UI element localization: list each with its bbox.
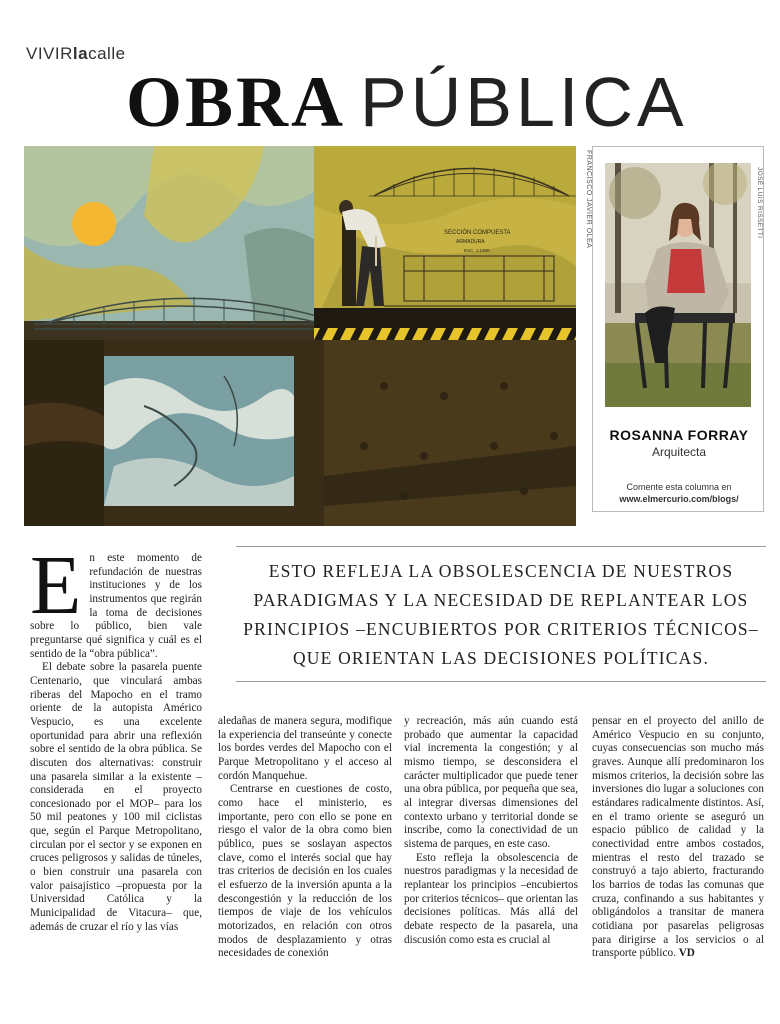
illustration xyxy=(24,146,576,526)
headline-word-2: PÚBLICA xyxy=(360,63,688,141)
column-3 xyxy=(404,715,578,947)
comment-note xyxy=(593,481,765,505)
column-1 xyxy=(30,539,202,934)
section-tag-part2: la xyxy=(72,44,89,63)
headline xyxy=(126,62,688,142)
sun-icon xyxy=(72,202,116,246)
paragraph-1: n este momento de refundación de nuestras instituciones y de los instrumentos que regirán la toma de decisiones sobre lo público, bien vale preguntarse qué significa y cuál es el sentido de la “obra pública”. xyxy=(30,552,202,660)
column-4 xyxy=(592,715,764,961)
author-name: ROSANNA FORRAY xyxy=(609,427,749,443)
paragraph-6: Esto refleja la obsolescencia de nuestros paradigmas y la necesidad de replantear los principios –encubiertos por criterios técnicos– que orientan las decisiones políticas. Más allá del debate respecto de la pasarela, una discusión como esta es crucial al xyxy=(404,851,578,946)
photo-credit: JOSÉ LUIS RISSETTI xyxy=(756,167,763,239)
comment-note-text: Comente esta columna en xyxy=(626,482,732,492)
paragraph-3: aledañas de manera segura, modifique la experiencia del transeúnte y conecte los bordes verdes del Mapocho con el Parque Metropolitano y el acceso al cordón Manquehue. xyxy=(218,715,392,782)
blog-link[interactable]: www.elmercurio.com/blogs/ xyxy=(619,494,739,504)
paragraph-7: pensar en el proyecto del anillo de Américo Vespucio en su conjunto, cuyas consecuencias son mucho más graves. Aunque allí predominaron los mismos criterios, la decisión sobre las inversiones dio lugar a soluciones con estándares radicalmente distintos. Así, en el tramo oriente se aseguró un espacio público de calidad y la conectividad entre ambos costados, mientras el resto del trazado se construyó a tajo abierto, fracturando los barrios de todas las comunas que cruza, confinando a sus habitantes y obligándolos a transitar de manera cotidiana por pasarelas peligrosas para dirigirse a los servicios o al transporte público. xyxy=(592,715,764,960)
headline-word-1: OBRA xyxy=(126,62,347,142)
column-2 xyxy=(218,715,392,961)
author-photo-art xyxy=(605,163,751,407)
paragraph-4: Centrarse en cuestiones de costo, como hace el ministerio, es importante, pero con ello se pone en riesgo el valor de la obra como bien público, pues se soslayan aspectos clave, como el interés social que hay tras criterios de decisión en los cuales el esfuerzo de la inversión apunta a la descongestión y la reducción de los tiempos de viaje de los vehículos motorizados, en relación con otros modos de desplazamiento y otras necesidades de conexión xyxy=(218,783,392,960)
paragraph-5: y recreación, más aún cuando está probado que aumentar la capacidad vial incrementa la congestión; y al mismo tiempo, se desconsidera el carácter multiplicador que puede tener una obra pública, por pequeña que sea, al integrar diversas dimensiones del contexto urbano y territorial donde se inscribe, como la conectividad de un sistema de parques, en este caso. xyxy=(404,715,578,850)
blueprint-label-1: SECCIÓN COMPUESTA xyxy=(444,230,511,236)
blueprint-label-3: ESC. 1:1000 xyxy=(464,248,490,253)
pull-quote xyxy=(236,546,766,682)
illustration-art xyxy=(24,146,576,526)
paragraph-2: El debate sobre la pasarela puente Centenario, que vinculará ambas riberas del Mapocho en el tramo oriente de la autopista Américo Vespucio, es una excelente oportunidad para abrir una reflexión sobre el sentido de la obra pública. Se discuten dos alternativas: construir una pasarela similar a la existente –considerada en el proyecto concesionado por el MOP– para los 50 mil peatones y 100 mil ciclistas que, según el Parque Metropolitano, circulan por el sector y se exponen en cruces peligrosos y salidas de túneles, o bien construir una pasarela con valor paisajístico –propuesta por la Universidad Católica y la Municipalidad de Vitacura– que, además de cruzar el río y las vías xyxy=(30,661,202,933)
author-role: Arquitecta xyxy=(651,445,707,459)
section-tag xyxy=(26,44,126,64)
pull-quote-text: ESTO REFLEJA LA OBSOLESCENCIA DE NUESTROS PARADIGMAS Y LA NECESIDAD DE REPLANTEAR LOS PRINCIPIOS –ENCUBIERTOS POR CRITERIOS TÉCNICOS– QUE ORIENTAN LAS DECISIONES POLÍTICAS. xyxy=(243,561,759,668)
author-photo xyxy=(605,163,751,407)
author-box xyxy=(592,146,764,512)
signoff: VD xyxy=(678,947,695,960)
drop-cap: E xyxy=(30,539,82,632)
blueprint-label-2: ARMADURA xyxy=(456,239,485,245)
illustration-credit: FRANCISCO JAVIER OLEA xyxy=(585,150,592,249)
section-tag-part1: VIVIR xyxy=(26,44,73,63)
section-tag-part3: calle xyxy=(88,44,126,63)
